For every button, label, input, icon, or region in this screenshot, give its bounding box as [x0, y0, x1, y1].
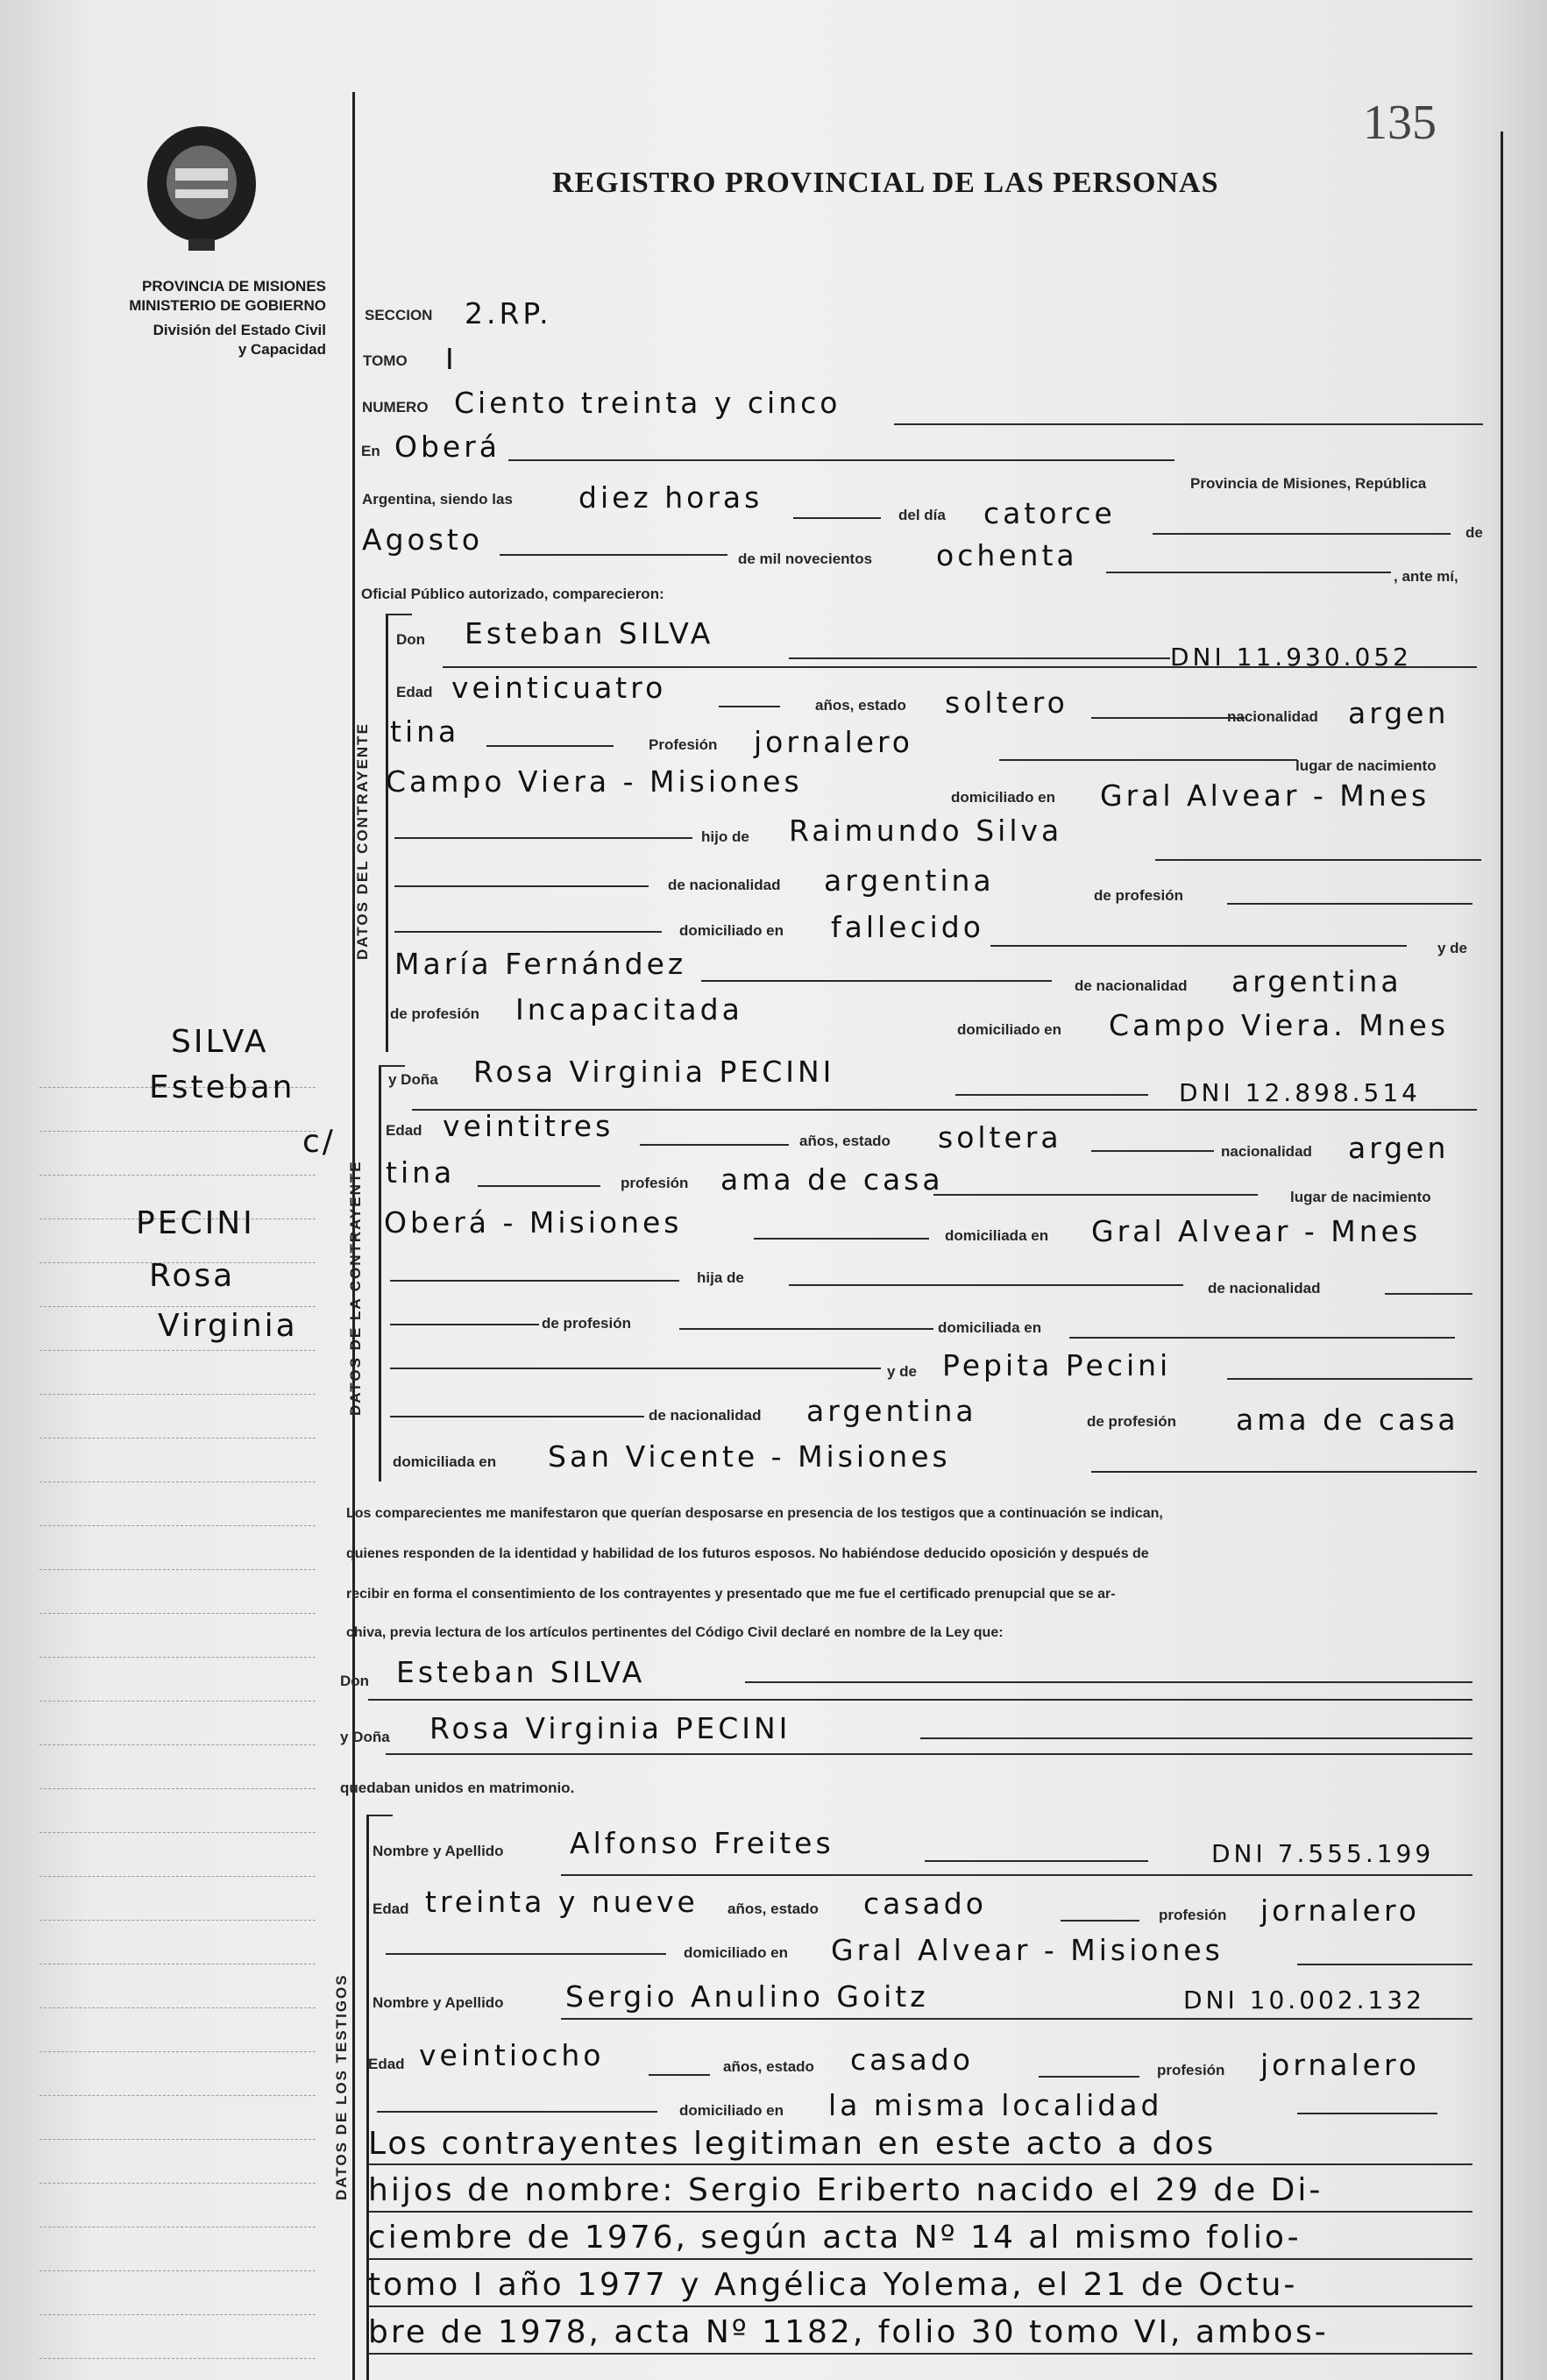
w2-name-label: Nombre y Apellido	[373, 1994, 504, 2011]
division-label: División del Estado Civil	[153, 322, 326, 338]
bride-edad: veintitres	[443, 1109, 614, 1143]
bride-lugar-label: lugar de nacimiento	[1290, 1189, 1431, 1205]
bride-mother-dom-label: domiciliada en	[393, 1453, 497, 1470]
w1-name-label: Nombre y Apellido	[373, 1843, 504, 1859]
note-line-2: hijos de nombre: Sergio Eriberto nacido el 29 de Di-	[368, 2172, 1323, 2208]
anos-estado-label: años, estado	[815, 697, 906, 714]
w1-edad-label: Edad	[373, 1900, 409, 1917]
note-line-1: Los contrayentes legitiman en este acto a dos	[368, 2126, 1217, 2162]
decl-dona-value: Rosa Virginia PECINI	[429, 1711, 791, 1745]
witness-1-edad: treinta y nueve	[425, 1885, 699, 1919]
bride-father-dom-label: domiciliada en	[938, 1319, 1042, 1336]
bride-mother-nac: argentina	[806, 1394, 977, 1428]
en-value: Oberá	[394, 430, 501, 464]
hijo-de-label: hijo de	[701, 828, 749, 845]
w2-dom-label: domiciliado en	[679, 2102, 784, 2119]
tomo-value: I	[445, 342, 458, 376]
groom-nacionalidad: argen	[1348, 696, 1450, 730]
w2-estado-label: años, estado	[723, 2058, 814, 2075]
page-number: 135	[1363, 96, 1437, 150]
body-line-3: recibir en forma el consentimiento de los contrayentes y presentado que me fue el certificado prenupcial que se ar-	[346, 1587, 1116, 1602]
right-border	[1501, 131, 1503, 2380]
bride-dom-label: domiciliada en	[945, 1227, 1049, 1244]
domiciliado-label: domiciliado en	[951, 789, 1056, 806]
don-label: Don	[396, 631, 426, 648]
mother-nac-label: de nacionalidad	[1075, 977, 1188, 994]
bride-mother: Pepita Pecini	[942, 1348, 1172, 1382]
bride-estado: soltera	[938, 1120, 1062, 1154]
tomo-label: TOMO	[363, 352, 408, 369]
groom-mother-prof: Incapacitada	[515, 992, 743, 1027]
bride-profesion: ama de casa	[720, 1162, 944, 1197]
father-prof-label: de profesión	[1094, 887, 1184, 904]
father-dom-label: domiciliado en	[679, 922, 784, 939]
groom-father-dom: fallecido	[831, 910, 984, 944]
body-line-1: Los comparecientes me manifestaron que querían desposarse en presencia de los testigos que a continuación se indican,	[346, 1506, 1163, 1521]
margin-name-3: c/	[302, 1124, 336, 1160]
groom-lugar-nac: Campo Viera - Misiones	[386, 764, 803, 799]
bride-lugar-nac: Oberá - Misiones	[384, 1205, 683, 1240]
groom-mother-nac: argentina	[1231, 964, 1402, 998]
ante-mi-label: , ante mí,	[1394, 568, 1458, 585]
groom-nacionalidad-2: tina	[390, 714, 460, 749]
profesion-label: Profesión	[649, 736, 718, 753]
witness-2-profesion: jornalero	[1260, 2048, 1420, 2082]
witness-1-profesion: jornalero	[1260, 1893, 1420, 1928]
groom-mother-dom: Campo Viera. Mnes	[1109, 1008, 1450, 1042]
witness-2-estado: casado	[850, 2043, 974, 2077]
mother-dom-label: domiciliado en	[957, 1021, 1062, 1038]
witness-1-domicilio: Gral Alvear - Misiones	[831, 1933, 1224, 1967]
y-de-label: y de	[1437, 940, 1468, 956]
bride-name: Rosa Virginia PECINI	[473, 1055, 835, 1089]
decl-dona-label: y Doña	[340, 1729, 390, 1745]
bride-domicilio: Gral Alvear - Mnes	[1091, 1214, 1422, 1248]
bride-nac-label: nacionalidad	[1221, 1143, 1312, 1160]
seccion-label: SECCION	[365, 307, 433, 323]
hija-de-label: hija de	[697, 1269, 744, 1286]
margin-name-2: Esteban	[149, 1069, 295, 1105]
w1-estado-label: años, estado	[727, 1900, 819, 1917]
w1-dom-label: domiciliado en	[684, 1944, 789, 1961]
mil-novecientos-label: de mil novecientos	[738, 551, 873, 567]
de-label: de	[1465, 524, 1483, 541]
lugar-nac-label: lugar de nacimiento	[1295, 757, 1437, 774]
bride-edad-label: Edad	[386, 1122, 422, 1139]
witness-2-domicilio: la misma localidad	[828, 2088, 1163, 2122]
bride-mother-dom: San Vicente - Misiones	[548, 1439, 951, 1474]
mes-value: Agosto	[362, 522, 484, 557]
division-label-2: y Capacidad	[238, 341, 326, 358]
bride-father-nac-label: de nacionalidad	[1208, 1280, 1321, 1297]
body-line-4: chiva, previa lectura de los artículos pertinentes del Código Civil declaré en nombre de la Ley que:	[346, 1625, 1004, 1640]
bride-section-label: DATOS DE LA CONTRAYENTE	[347, 1160, 364, 1416]
groom-domicilio: Gral Alvear - Mnes	[1100, 778, 1430, 813]
groom-edad: veinticuatro	[451, 671, 667, 705]
del-dia-label: del día	[898, 507, 946, 523]
margin-name-1: SILVA	[171, 1024, 269, 1060]
bride-dni: DNI 12.898.514	[1179, 1078, 1421, 1107]
groom-name: Esteban SILVA	[465, 616, 714, 650]
groom-father: Raimundo Silva	[789, 813, 1063, 848]
y-dona-label: y Doña	[388, 1071, 438, 1088]
bride-mother-prof: ama de casa	[1236, 1403, 1459, 1437]
argentina-label: Argentina, siendo las	[362, 491, 513, 508]
edad-label: Edad	[396, 684, 433, 700]
numero-label: NUMERO	[362, 399, 429, 416]
mother-prof-label: de profesión	[390, 1005, 480, 1022]
w1-prof-label: profesión	[1159, 1907, 1227, 1923]
note-line-3: ciembre de 1976, según acta Nº 14 al mismo folio-	[368, 2220, 1302, 2256]
bride-nacionalidad-2: tina	[386, 1155, 456, 1190]
witness-2-name: Sergio Anulino Goitz	[565, 1979, 929, 2014]
witness-2-dni: DNI 10.002.132	[1183, 1986, 1425, 2014]
province-label: PROVINCIA DE MISIONES	[141, 278, 326, 295]
bride-mother-nac-label: de nacionalidad	[649, 1407, 762, 1424]
witness-1-estado: casado	[863, 1886, 987, 1921]
body-line-2: quienes responden de la identidad y habilidad de los futuros esposos. No habiéndose deducido oposición y después de	[346, 1546, 1149, 1561]
horas-value: diez horas	[578, 480, 763, 515]
note-line-4: tomo I año 1977 y Angélica Yolema, el 21 de Octu-	[368, 2267, 1298, 2303]
witness-1-name: Alfonso Freites	[570, 1826, 834, 1860]
anio-value: ochenta	[936, 538, 1078, 572]
oficial-label: Oficial Público autorizado, comparecieron:	[361, 586, 664, 602]
bride-estado-label: años, estado	[799, 1133, 891, 1149]
dia-value: catorce	[983, 496, 1116, 530]
nacionalidad-label: nacionalidad	[1227, 708, 1318, 725]
decl-don-value: Esteban SILVA	[396, 1655, 646, 1689]
groom-father-nac: argentina	[824, 863, 995, 898]
w2-edad-label: Edad	[368, 2056, 405, 2072]
numero-value: Ciento treinta y cinco	[454, 386, 841, 420]
groom-dni: DNI 11.930.052	[1170, 643, 1412, 671]
bride-nacionalidad: argen	[1348, 1131, 1450, 1165]
document-title: REGISTRO PROVINCIAL DE LAS PERSONAS	[552, 167, 1219, 199]
groom-bracket	[386, 614, 388, 1052]
note-line-5: bre de 1978, acta Nº 1182, folio 30 tomo VI, ambos-	[368, 2314, 1329, 2350]
margin-name-5: Rosa	[149, 1258, 236, 1294]
quedaban-label: quedaban unidos en matrimonio.	[340, 1780, 575, 1796]
witness-2-edad: veintiocho	[419, 2038, 605, 2072]
groom-estado: soltero	[945, 686, 1068, 720]
margin-name-4: PECINI	[136, 1205, 255, 1241]
provincia-label: Provincia de Misiones, República	[1190, 475, 1427, 492]
margin-name-6: Virginia	[158, 1308, 298, 1344]
witness-section-label: DATOS DE LOS TESTIGOS	[333, 1973, 350, 2200]
w2-prof-label: profesión	[1157, 2062, 1225, 2078]
decl-don-label: Don	[340, 1673, 370, 1689]
father-nac-label: de nacionalidad	[668, 877, 781, 893]
witness-1-dni: DNI 7.555.199	[1211, 1839, 1435, 1868]
bride-bracket	[379, 1065, 381, 1481]
bride-prof-label: profesión	[621, 1175, 689, 1191]
en-label: En	[361, 443, 380, 459]
groom-profesion: jornalero	[754, 725, 913, 759]
groom-section-label: DATOS DEL CONTRAYENTE	[354, 722, 371, 960]
bride-mother-prof-label: de profesión	[1087, 1413, 1177, 1430]
bride-father-prof-label: de profesión	[542, 1315, 632, 1332]
seccion-value: 2.RP.	[465, 296, 552, 330]
groom-mother: María Fernández	[394, 947, 687, 981]
provincial-emblem	[140, 123, 263, 254]
bride-y-de-label: y de	[887, 1363, 918, 1380]
ministry-label: MINISTERIO DE GOBIERNO	[129, 297, 326, 314]
